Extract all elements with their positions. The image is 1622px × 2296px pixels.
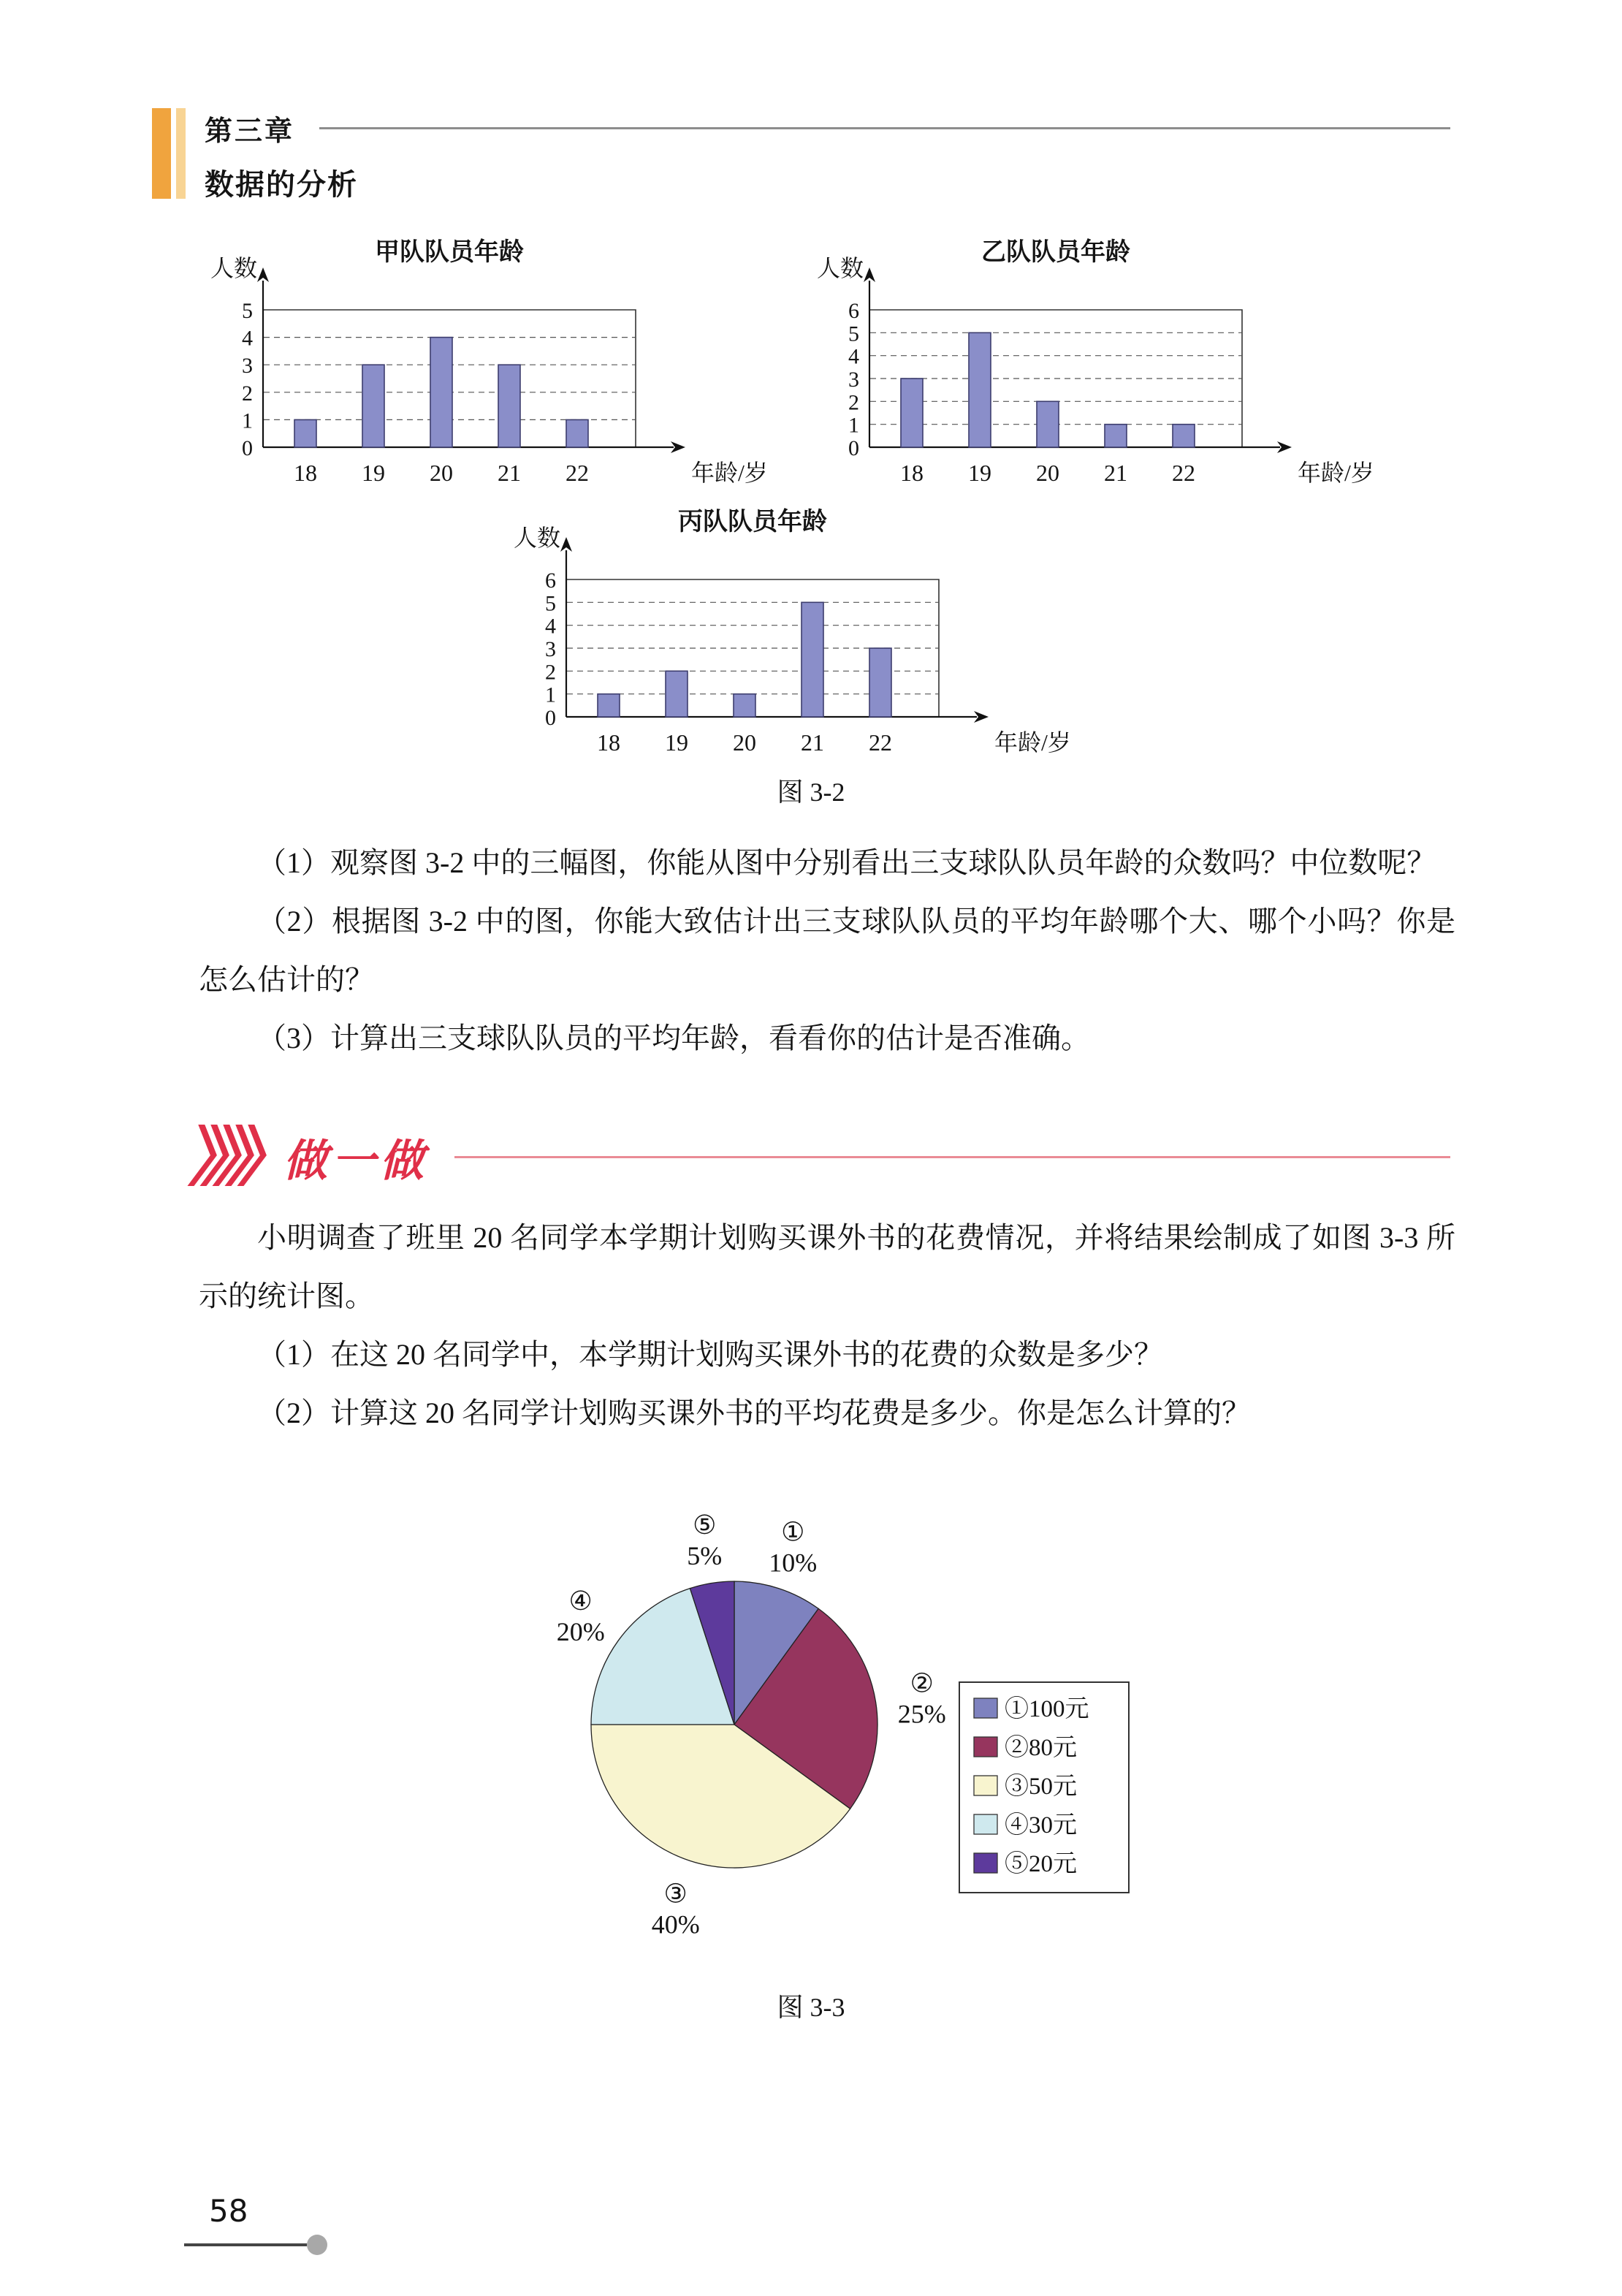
y-tick-5: 5 <box>848 322 859 346</box>
y-tick-3: 3 <box>848 368 859 392</box>
activity-intro: 小明调查了班里 20 名同学本学期计划购买课外书的花费情况，并将结果绘制成了如图 3-3 所示的统计图。 <box>199 1221 1455 1312</box>
bar-teamC-age-21 <box>802 602 823 717</box>
bar-teamA-age-19 <box>362 365 384 447</box>
pie-pct-2: 25% <box>897 1699 946 1729</box>
bar-teamC-age-19 <box>666 671 688 717</box>
bar-chart-team-a <box>205 228 811 495</box>
bar-chart-team-b <box>811 228 1417 495</box>
bar-chart-team-c <box>508 498 1114 764</box>
chapter-title-row <box>205 108 1450 148</box>
figure-3-3-caption: 图 3-3 <box>777 1993 845 2022</box>
pie-pct-1: 10% <box>769 1548 818 1578</box>
accent-bar-orange <box>152 108 171 199</box>
x-tick-19: 19 <box>665 729 688 756</box>
figure-3-2-charts-row-1 <box>0 228 1622 495</box>
figure-3-3 <box>0 1460 1622 1980</box>
x-tick-21: 21 <box>801 729 824 756</box>
activity-question-1: （1）在这 20 名同学中，本学期计划购买课外书的花费的众数是多少？ <box>257 1338 1163 1371</box>
y-axis-label-teamB: 人数 <box>816 255 864 281</box>
footer-line <box>184 2243 307 2246</box>
questions-figure-3-2 <box>199 834 1455 1068</box>
legend-swatch-4 <box>974 1814 997 1834</box>
bar-chart-svg-teamC <box>508 498 1114 761</box>
x-tick-21: 21 <box>498 460 521 486</box>
chart-title-teamC: 丙队队员年龄 <box>678 507 827 536</box>
y-tick-1: 1 <box>242 408 253 433</box>
y-axis-arrow-icon <box>560 537 572 552</box>
x-tick-19: 19 <box>362 460 385 486</box>
chapter-text-block <box>205 108 1450 203</box>
chevrons-svg <box>184 1122 273 1189</box>
pie-chart-book-costs <box>442 1460 1180 1980</box>
y-tick-0: 0 <box>545 706 556 730</box>
footer-dot-icon <box>307 2235 327 2255</box>
activity-text <box>199 1209 1455 1442</box>
legend-swatch-3 <box>974 1776 997 1795</box>
activity-header <box>184 1122 1450 1193</box>
x-tick-19: 19 <box>968 460 991 486</box>
pie-label-2: ② <box>910 1668 934 1698</box>
bar-teamB-age-18 <box>901 379 923 447</box>
figure-3-2-caption: 图 3-2 <box>777 778 845 807</box>
y-tick-1: 1 <box>848 413 859 438</box>
x-tick-18: 18 <box>597 729 620 756</box>
y-tick-4: 4 <box>545 614 556 639</box>
figure-3-2-charts-row-2 <box>0 498 1622 764</box>
x-axis-label-teamC: 年龄/岁 <box>994 729 1071 756</box>
x-axis-label-teamA: 年龄/岁 <box>691 460 768 486</box>
bar-teamB-age-19 <box>969 332 991 447</box>
pie-pct-4: 20% <box>556 1617 605 1647</box>
pie-label-5: ⑤ <box>693 1510 717 1540</box>
y-tick-6: 6 <box>848 299 859 323</box>
bar-teamB-age-22 <box>1173 425 1195 447</box>
chapter-subtitle: 数据的分析 <box>205 168 358 202</box>
x-tick-20: 20 <box>1036 460 1059 486</box>
y-tick-0: 0 <box>242 436 253 460</box>
bar-teamA-age-21 <box>498 365 520 447</box>
question-3: （3）计算出三支球队队员的平均年龄，看看你的估计是否准确。 <box>257 1022 1090 1054</box>
x-tick-22: 22 <box>869 729 892 756</box>
x-tick-22: 22 <box>1172 460 1195 486</box>
bar-teamC-age-20 <box>734 694 755 717</box>
chapter-rule <box>319 127 1450 129</box>
y-tick-0: 0 <box>848 436 859 460</box>
bar-teamA-age-22 <box>566 419 588 447</box>
legend-label-3: ③50元 <box>1005 1774 1077 1800</box>
legend-swatch-2 <box>974 1737 997 1757</box>
bar-chart-svg-teamA <box>205 228 811 491</box>
pie-pct-5: 5% <box>687 1541 723 1571</box>
bar-teamC-age-22 <box>869 648 891 717</box>
activity-question-2: （2）计算这 20 名同学计划购买课外书的平均花费是多少。你是怎么计算的？ <box>257 1396 1251 1429</box>
y-tick-6: 6 <box>545 569 556 593</box>
pie-label-1: ① <box>781 1517 805 1547</box>
bar-teamB-age-20 <box>1037 401 1059 447</box>
x-tick-22: 22 <box>566 460 589 486</box>
x-tick-20: 20 <box>430 460 453 486</box>
x-tick-20: 20 <box>733 729 756 756</box>
x-tick-21: 21 <box>1104 460 1127 486</box>
page-footer <box>184 2193 327 2255</box>
chart-title-teamB: 乙队队员年龄 <box>981 237 1130 267</box>
y-axis-arrow-icon <box>257 267 269 282</box>
legend-swatch-5 <box>974 1853 997 1873</box>
question-1: （1）观察图 3-2 中的三幅图，你能从图中分别看出三支球队队员年龄的众数吗？中位数呢？ <box>257 846 1436 879</box>
pie-pct-3: 40% <box>651 1909 700 1939</box>
pie-chart-svg <box>442 1460 1180 1976</box>
legend-swatch-1 <box>974 1698 997 1718</box>
chapter-header <box>0 0 1622 203</box>
pie-label-3: ③ <box>663 1879 688 1909</box>
accent-bar-light-orange <box>176 108 186 199</box>
page-number: 58 <box>209 2193 248 2229</box>
chapter-accent-bars-icon <box>152 108 186 199</box>
footer-rule <box>184 2235 327 2255</box>
activity-title: 做一做 <box>283 1136 428 1185</box>
bar-teamB-age-21 <box>1105 425 1127 447</box>
y-tick-2: 2 <box>242 381 253 406</box>
y-tick-3: 3 <box>545 637 556 661</box>
chapter-title: 第三章 <box>205 115 295 147</box>
y-tick-2: 2 <box>545 660 556 685</box>
y-tick-5: 5 <box>545 591 556 616</box>
x-axis-label-teamB: 年龄/岁 <box>1298 460 1374 486</box>
question-2: （2）根据图 3-2 中的图，你能大致估计出三支球队队员的平均年龄哪个大、哪个小吗？你是怎么估计的？ <box>199 905 1455 996</box>
legend-label-5: ⑤20元 <box>1005 1851 1077 1877</box>
pie-label-4: ④ <box>568 1586 593 1616</box>
y-axis-arrow-icon <box>864 267 875 282</box>
chart-title-teamA: 甲队队员年龄 <box>375 237 524 267</box>
bar-chart-svg-teamB <box>811 228 1417 491</box>
bar-teamA-age-20 <box>430 338 452 447</box>
legend-label-4: ④30元 <box>1005 1812 1077 1839</box>
y-tick-4: 4 <box>242 326 253 351</box>
bar-teamC-age-18 <box>598 694 620 717</box>
legend-label-1: ①100元 <box>1005 1696 1089 1722</box>
y-tick-4: 4 <box>848 344 859 369</box>
y-tick-2: 2 <box>848 390 859 415</box>
legend-label-2: ②80元 <box>1005 1735 1077 1761</box>
activity-rule <box>454 1156 1450 1158</box>
y-tick-1: 1 <box>545 683 556 707</box>
y-tick-5: 5 <box>242 299 253 323</box>
bar-teamA-age-18 <box>294 419 316 447</box>
y-axis-label-teamA: 人数 <box>210 255 257 281</box>
x-tick-18: 18 <box>900 460 924 486</box>
y-axis-label-teamC: 人数 <box>513 525 560 551</box>
y-tick-3: 3 <box>242 354 253 379</box>
red-chevrons-icon <box>184 1122 273 1193</box>
x-tick-18: 18 <box>294 460 317 486</box>
